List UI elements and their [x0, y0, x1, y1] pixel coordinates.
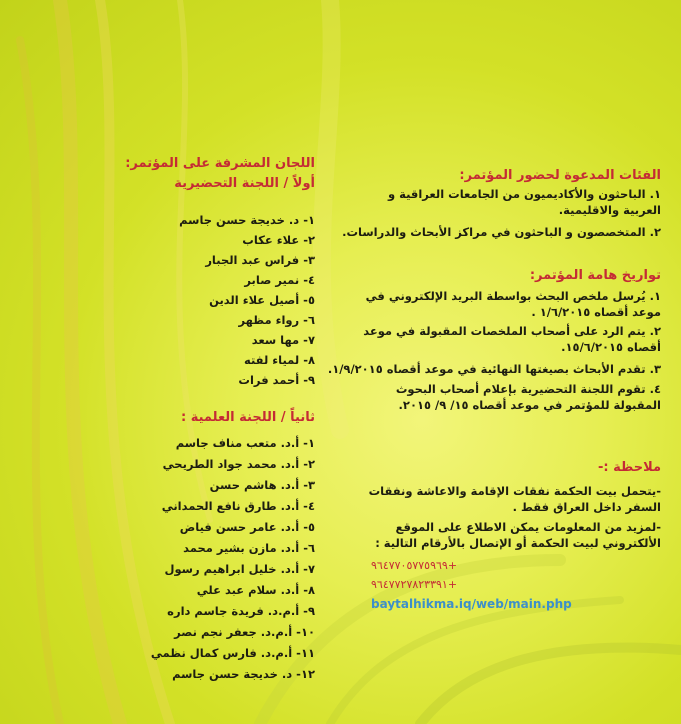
- preparatory-member: ٩- أحمد فرات: [238, 373, 315, 387]
- preparatory-member: ٨- لمياء لفته: [244, 353, 315, 367]
- phone-number[interactable]: +٩٦٤٧٧٠٥٧٧٥٩٦٩: [371, 559, 458, 572]
- dates-item: ٣. تقدم الأبحاث بصيغتها النهائية في موعد أقصاه ١/٩/٢٠١٥.: [327, 362, 661, 376]
- scientific-member: ٧- أ.د. خليل ابراهيم رسول: [164, 562, 315, 576]
- preparatory-committee-title: أولاً / اللجنة التحضيرية: [174, 176, 315, 191]
- committees-title: اللجان المشرفة على المؤتمر:: [125, 156, 315, 171]
- participants-item: ٢. المتخصصون و الباحثون في مراكز الأبحاث والدراسات.: [342, 225, 661, 239]
- dates-item: ٢. يتم الرد على أصحاب الملخصات المقبولة في موعد أقصاه ١٥/٦/٢٠١٥.: [363, 324, 661, 354]
- participants-title: الفئات المدعوة لحضور المؤتمر:: [459, 168, 661, 183]
- scientific-member: ٤- أ.د. طارق نافع الحمداني: [161, 499, 315, 513]
- scientific-member: ٥- أ.د. عامر حسن فياض: [179, 520, 315, 534]
- note-title: ملاحظة :-: [598, 460, 661, 475]
- scientific-member: ٩- أ.م.د. فريدة جاسم داره: [167, 604, 315, 618]
- participants-item: ١. الباحثون والأكاديميون من الجامعات العراقية و العربية والاقليمية.: [387, 187, 661, 217]
- scientific-member: ٦- أ.د. مازن بشير محمد: [183, 541, 315, 555]
- dates-title: تواريخ هامة المؤتمر:: [529, 268, 661, 283]
- preparatory-member: ٦- رواء مظهر: [238, 313, 315, 327]
- website-link[interactable]: baytalhikma.iq/web/main.php: [371, 597, 572, 611]
- preparatory-member: ١- د. خديجة حسن جاسم: [179, 213, 315, 227]
- preparatory-member: ٧- مها سعد: [251, 333, 315, 347]
- scientific-member: ١- أ.د. متعب مناف جاسم: [175, 436, 315, 450]
- scientific-member: ٣- أ.د. هاشم حسن: [209, 478, 315, 492]
- preparatory-member: ٥- أصيل علاء الدين: [209, 293, 315, 307]
- scientific-member: ١٠- أ.م.د. جعفر نجم نصر: [174, 625, 315, 639]
- note-paragraph: -لمزيد من المعلومات يمكن الاطلاع على الموقع الألكتروني لبيت الحكمة أو الإتصال بالأرقام التالية :: [375, 520, 661, 550]
- scientific-member: ١١- أ.م.د. فارس كمال نظمي: [150, 646, 315, 660]
- preparatory-member: ٤- نمير صابر: [244, 273, 315, 287]
- dates-item: ٤. تقوم اللجنة التحضيرية بإعلام أصحاب البحوث المقبولة للمؤتمر في موعد أقصاه ١٥/ ٩/ ٢٠١٥.: [395, 382, 661, 412]
- preparatory-member: ٢- علاء عكاب: [242, 233, 315, 247]
- scientific-member: ١٢- د. خديجة حسن جاسم: [172, 667, 315, 681]
- note-paragraph: -يتحمل بيت الحكمة نفقات الإقامة والاعاشة ونفقات السفر داخل العراق فقط .: [368, 484, 661, 514]
- scientific-member: ٢- أ.د. محمد جواد الطريحي: [162, 457, 315, 471]
- dates-item: ١. يُرسل ملخص البحث بواسطة البريد الإلكتروني في موعد أقصاه ١/٦/٢٠١٥ .: [365, 289, 661, 319]
- phone-number[interactable]: +٩٦٤٧٧٢٧٨٢٣٣٩١: [371, 578, 458, 591]
- scientific-committee-title: ثانياً / اللجنة العلمية :: [181, 410, 315, 425]
- scientific-member: ٨- أ.د. سلام عبد علي: [196, 583, 315, 597]
- preparatory-member: ٣- فراس عبد الجبار: [205, 253, 315, 267]
